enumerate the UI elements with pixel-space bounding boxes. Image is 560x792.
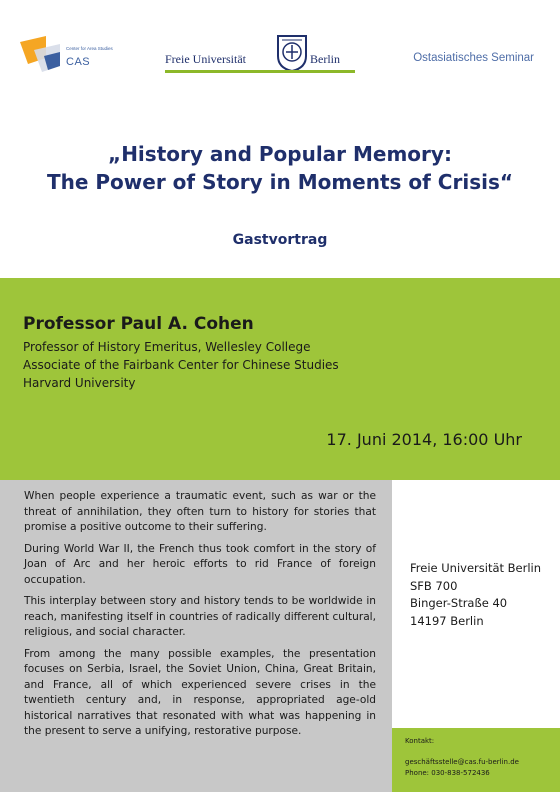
address-line-4: 14197 Berlin xyxy=(410,613,484,628)
cas-logo xyxy=(20,36,130,78)
abstract-paragraph: This interplay between story and history tends to be worldwide in reach, manifesting itself in countries of radically different cultural, religious, and social character. xyxy=(24,595,376,638)
abstract-paragraph: When people experience a traumatic event, such as war or the threat of annihilation, they often turn to history for stories that promise a positive outcome to their suffering. xyxy=(24,490,376,533)
event-title xyxy=(0,140,560,196)
contact-phone: Phone: 030-838-572436 xyxy=(405,769,490,777)
fu-berlin-logo xyxy=(165,30,355,80)
venue-address xyxy=(410,560,541,630)
fu-logo-underline xyxy=(165,70,355,73)
contact-email[interactable]: geschäftsstelle@cas.fu-berlin.de xyxy=(405,758,519,766)
speaker-affiliation-1: Professor of History Emeritus, Wellesley College xyxy=(23,340,311,354)
address-line-3: Binger-Straße 40 xyxy=(410,596,508,610)
address-line-1: Freie Universität Berlin xyxy=(410,561,542,575)
cas-logo-mark xyxy=(20,36,60,78)
contact-label: Kontakt: xyxy=(405,737,435,745)
event-type: Gastvortrag xyxy=(232,232,328,248)
cas-subtitle: Center for Area Studies xyxy=(66,46,113,51)
fu-seal-icon xyxy=(276,34,308,72)
abstract-paragraph: From among the many possible examples, the presentation focuses on Serbia, Israel, the Soviet Union, China, Great Britain, and France, all of which experienced severe crises in the twentieth century and, in response, appropriated age-old historical narratives that resonated with what was happening in the present to serve a unifying, restorative purpose. xyxy=(24,647,376,737)
fu-name-right: Berlin xyxy=(310,52,340,66)
fu-name-left: Freie Universität xyxy=(165,52,246,66)
event-date: 17. Juni 2014, 16:00 Uhr xyxy=(326,430,522,449)
abstract-text xyxy=(24,489,376,746)
abstract-paragraph: During World War II, the French thus took comfort in the story of Joan of Arc and her heroic efforts to rid France of foreign occupation. xyxy=(24,542,376,586)
event-title-line-2: The Power of Story in Moments of Crisis“ xyxy=(46,170,514,194)
seminar-name: Ostasiatisches Seminar xyxy=(413,52,534,64)
address-line-2: SFB 700 xyxy=(410,578,458,593)
speaker-affiliation-3: Harvard University xyxy=(23,376,136,390)
speaker-affiliation-2: Associate of the Fairbank Center for Chinese Studies xyxy=(23,358,339,372)
event-title-line-1: „History and Popular Memory: xyxy=(108,142,452,166)
cas-name: CAS xyxy=(66,56,91,68)
speaker-name: Professor Paul A. Cohen xyxy=(23,314,254,334)
